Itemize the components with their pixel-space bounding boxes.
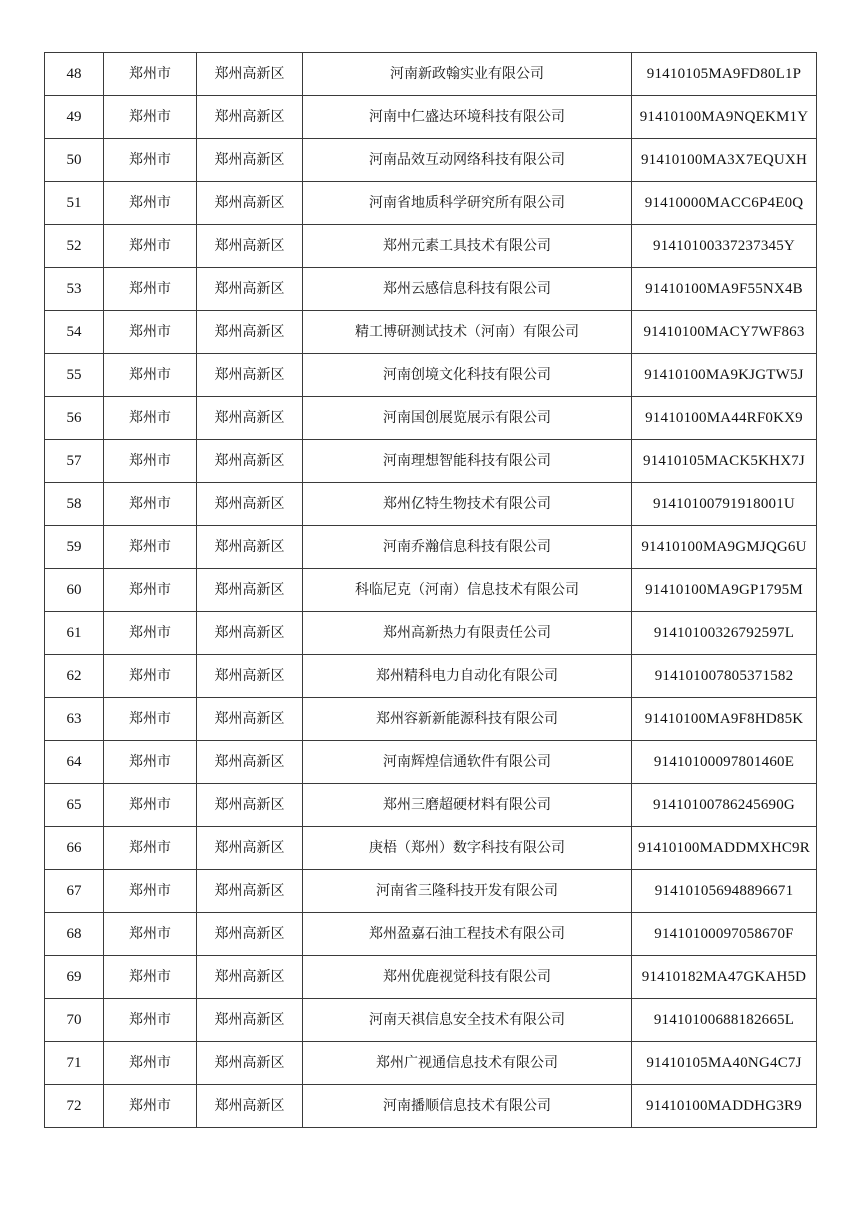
- credit-code-cell: 91410100791918001U: [632, 483, 817, 526]
- city-cell: 郑州市: [104, 139, 197, 182]
- table-row: [45, 569, 817, 612]
- city-cell: 郑州市: [104, 182, 197, 225]
- credit-code-cell: 91410105MA40NG4C7J: [632, 1042, 817, 1085]
- table-row: [45, 182, 817, 225]
- district-cell: 郑州高新区: [197, 182, 303, 225]
- district-cell: 郑州高新区: [197, 827, 303, 870]
- city-cell: 郑州市: [104, 655, 197, 698]
- credit-code-cell: 91410100326792597L: [632, 612, 817, 655]
- credit-code-cell: 91410100MA9F8HD85K: [632, 698, 817, 741]
- district-cell: 郑州高新区: [197, 913, 303, 956]
- table-row: [45, 1085, 817, 1128]
- district-cell: 郑州高新区: [197, 741, 303, 784]
- district-cell: 郑州高新区: [197, 870, 303, 913]
- row-number-cell: 50: [45, 139, 104, 182]
- table-row: [45, 354, 817, 397]
- company-name-cell: 郑州三磨超硬材料有限公司: [303, 784, 632, 827]
- table-row: [45, 999, 817, 1042]
- district-cell: 郑州高新区: [197, 612, 303, 655]
- city-cell: 郑州市: [104, 1042, 197, 1085]
- district-cell: 郑州高新区: [197, 483, 303, 526]
- credit-code-cell: 91410182MA47GKAH5D: [632, 956, 817, 999]
- credit-code-cell: 91410100097801460E: [632, 741, 817, 784]
- row-number-cell: 51: [45, 182, 104, 225]
- row-number-cell: 54: [45, 311, 104, 354]
- table-row: [45, 96, 817, 139]
- city-cell: 郑州市: [104, 827, 197, 870]
- district-cell: 郑州高新区: [197, 1085, 303, 1128]
- city-cell: 郑州市: [104, 956, 197, 999]
- credit-code-cell: 91410100MADDHG3R9: [632, 1085, 817, 1128]
- company-name-cell: 精工博研测试技术（河南）有限公司: [303, 311, 632, 354]
- company-name-cell: 郑州云感信息科技有限公司: [303, 268, 632, 311]
- table-row: [45, 225, 817, 268]
- district-cell: 郑州高新区: [197, 1042, 303, 1085]
- row-number-cell: 57: [45, 440, 104, 483]
- row-number-cell: 66: [45, 827, 104, 870]
- city-cell: 郑州市: [104, 440, 197, 483]
- district-cell: 郑州高新区: [197, 698, 303, 741]
- city-cell: 郑州市: [104, 999, 197, 1042]
- city-cell: 郑州市: [104, 397, 197, 440]
- city-cell: 郑州市: [104, 612, 197, 655]
- credit-code-cell: 914101056948896671: [632, 870, 817, 913]
- company-name-cell: 河南省地质科学研究所有限公司: [303, 182, 632, 225]
- row-number-cell: 52: [45, 225, 104, 268]
- district-cell: 郑州高新区: [197, 784, 303, 827]
- credit-code-cell: 91410100MA9GP1795M: [632, 569, 817, 612]
- row-number-cell: 49: [45, 96, 104, 139]
- row-number-cell: 69: [45, 956, 104, 999]
- credit-code-cell: 91410100MADDMXHC9R: [632, 827, 817, 870]
- row-number-cell: 48: [45, 53, 104, 96]
- company-name-cell: 河南创境文化科技有限公司: [303, 354, 632, 397]
- district-cell: 郑州高新区: [197, 956, 303, 999]
- table-row: [45, 1042, 817, 1085]
- table-row: [45, 440, 817, 483]
- table-row: [45, 827, 817, 870]
- table-row: [45, 913, 817, 956]
- company-name-cell: 河南播顺信息技术有限公司: [303, 1085, 632, 1128]
- company-name-cell: 河南理想智能科技有限公司: [303, 440, 632, 483]
- city-cell: 郑州市: [104, 225, 197, 268]
- company-name-cell: 河南天祺信息安全技术有限公司: [303, 999, 632, 1042]
- row-number-cell: 71: [45, 1042, 104, 1085]
- credit-code-cell: 91410100MA44RF0KX9: [632, 397, 817, 440]
- company-name-cell: 郑州容新新能源科技有限公司: [303, 698, 632, 741]
- district-cell: 郑州高新区: [197, 440, 303, 483]
- table-row: [45, 483, 817, 526]
- row-number-cell: 70: [45, 999, 104, 1042]
- district-cell: 郑州高新区: [197, 999, 303, 1042]
- table-row: [45, 698, 817, 741]
- district-cell: 郑州高新区: [197, 354, 303, 397]
- credit-code-cell: 91410000MACC6P4E0Q: [632, 182, 817, 225]
- credit-code-cell: 91410105MACK5KHX7J: [632, 440, 817, 483]
- city-cell: 郑州市: [104, 913, 197, 956]
- table-row: [45, 139, 817, 182]
- district-cell: 郑州高新区: [197, 655, 303, 698]
- row-number-cell: 72: [45, 1085, 104, 1128]
- city-cell: 郑州市: [104, 870, 197, 913]
- city-cell: 郑州市: [104, 53, 197, 96]
- document-page: [44, 52, 816, 1128]
- district-cell: 郑州高新区: [197, 397, 303, 440]
- company-name-cell: 河南新政翰实业有限公司: [303, 53, 632, 96]
- row-number-cell: 68: [45, 913, 104, 956]
- district-cell: 郑州高新区: [197, 96, 303, 139]
- company-name-cell: 河南辉煌信通软件有限公司: [303, 741, 632, 784]
- credit-code-cell: 91410100MA9F55NX4B: [632, 268, 817, 311]
- credit-code-cell: 91410105MA9FD80L1P: [632, 53, 817, 96]
- district-cell: 郑州高新区: [197, 53, 303, 96]
- city-cell: 郑州市: [104, 311, 197, 354]
- company-name-cell: 郑州精科电力自动化有限公司: [303, 655, 632, 698]
- row-number-cell: 64: [45, 741, 104, 784]
- table-row: [45, 526, 817, 569]
- row-number-cell: 67: [45, 870, 104, 913]
- table-row: [45, 268, 817, 311]
- company-name-cell: 河南中仁盛达环境科技有限公司: [303, 96, 632, 139]
- district-cell: 郑州高新区: [197, 225, 303, 268]
- city-cell: 郑州市: [104, 268, 197, 311]
- company-name-cell: 庚梧（郑州）数字科技有限公司: [303, 827, 632, 870]
- company-name-cell: 郑州元素工具技术有限公司: [303, 225, 632, 268]
- credit-code-cell: 91410100MACY7WF863: [632, 311, 817, 354]
- table-row: [45, 956, 817, 999]
- table-row: [45, 311, 817, 354]
- row-number-cell: 53: [45, 268, 104, 311]
- company-name-cell: 郑州亿特生物技术有限公司: [303, 483, 632, 526]
- row-number-cell: 65: [45, 784, 104, 827]
- credit-code-cell: 91410100MA9GMJQG6U: [632, 526, 817, 569]
- table-row: [45, 784, 817, 827]
- district-cell: 郑州高新区: [197, 526, 303, 569]
- city-cell: 郑州市: [104, 1085, 197, 1128]
- credit-code-cell: 914101007805371582: [632, 655, 817, 698]
- city-cell: 郑州市: [104, 569, 197, 612]
- district-cell: 郑州高新区: [197, 268, 303, 311]
- row-number-cell: 61: [45, 612, 104, 655]
- row-number-cell: 56: [45, 397, 104, 440]
- row-number-cell: 55: [45, 354, 104, 397]
- district-cell: 郑州高新区: [197, 569, 303, 612]
- company-name-cell: 郑州高新热力有限责任公司: [303, 612, 632, 655]
- table-row: [45, 612, 817, 655]
- table-row: [45, 397, 817, 440]
- company-name-cell: 河南省三隆科技开发有限公司: [303, 870, 632, 913]
- district-cell: 郑州高新区: [197, 139, 303, 182]
- city-cell: 郑州市: [104, 741, 197, 784]
- credit-code-cell: 91410100337237345Y: [632, 225, 817, 268]
- company-name-cell: 科临尼克（河南）信息技术有限公司: [303, 569, 632, 612]
- row-number-cell: 62: [45, 655, 104, 698]
- company-table-body: [45, 53, 817, 1128]
- row-number-cell: 59: [45, 526, 104, 569]
- company-name-cell: 郑州广视通信息技术有限公司: [303, 1042, 632, 1085]
- city-cell: 郑州市: [104, 96, 197, 139]
- credit-code-cell: 91410100786245690G: [632, 784, 817, 827]
- credit-code-cell: 91410100MA9NQEKM1Y: [632, 96, 817, 139]
- city-cell: 郑州市: [104, 354, 197, 397]
- credit-code-cell: 91410100MA3X7EQUXH: [632, 139, 817, 182]
- district-cell: 郑州高新区: [197, 311, 303, 354]
- row-number-cell: 60: [45, 569, 104, 612]
- credit-code-cell: 91410100097058670F: [632, 913, 817, 956]
- city-cell: 郑州市: [104, 526, 197, 569]
- company-name-cell: 河南国创展览展示有限公司: [303, 397, 632, 440]
- table-row: [45, 870, 817, 913]
- credit-code-cell: 91410100MA9KJGTW5J: [632, 354, 817, 397]
- city-cell: 郑州市: [104, 784, 197, 827]
- company-name-cell: 郑州盈嘉石油工程技术有限公司: [303, 913, 632, 956]
- credit-code-cell: 91410100688182665L: [632, 999, 817, 1042]
- row-number-cell: 63: [45, 698, 104, 741]
- row-number-cell: 58: [45, 483, 104, 526]
- table-row: [45, 655, 817, 698]
- company-name-cell: 河南品效互动网络科技有限公司: [303, 139, 632, 182]
- city-cell: 郑州市: [104, 483, 197, 526]
- company-name-cell: 河南乔瀚信息科技有限公司: [303, 526, 632, 569]
- table-row: [45, 741, 817, 784]
- city-cell: 郑州市: [104, 698, 197, 741]
- company-table: [44, 52, 817, 1128]
- table-row: [45, 53, 817, 96]
- company-name-cell: 郑州优鹿视觉科技有限公司: [303, 956, 632, 999]
